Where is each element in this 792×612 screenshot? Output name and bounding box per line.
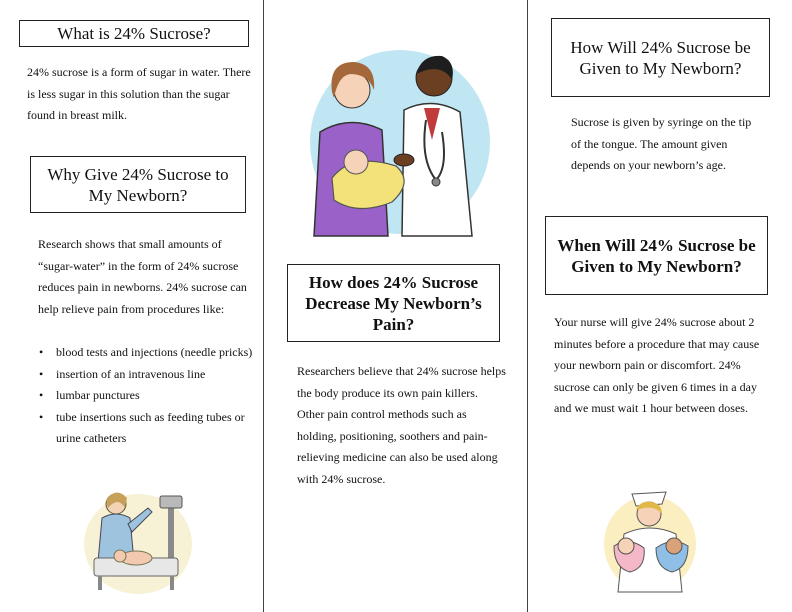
column-divider-right (527, 0, 528, 612)
research-text: Research shows that small amounts of “sugar-water” in the form of 24% sucrose reduces pain in newborns. 24% sucrose can help relieve pain from procedures like: (38, 237, 247, 316)
column-divider-left (263, 0, 264, 612)
when-will-sucrose-text: Your nurse will give 24% sucrose about 2 minutes before a procedure that may cause your newborn pain or discomfort. 24% sucrose can only be given 6 times in a day and we must wait 1 hour between doses. (554, 315, 760, 415)
doctor-hand (394, 154, 414, 166)
nurse-twins-clipart (600, 484, 700, 596)
doctor-coat (402, 103, 472, 236)
what-is-sucrose-heading: What is 24% Sucrose? (19, 20, 249, 47)
baby-head (344, 150, 368, 174)
how-will-sucrose-heading: How Will 24% Sucrose be Given to My Newborn? (551, 18, 770, 97)
procedure-list (38, 342, 253, 450)
how-does-sucrose-text: Researchers believe that 24% sucrose helps the body produce its own pain killers. Other pain control methods such as holding, positioning, soothers and pain-relieving medicine can also be used along with 24% sucrose. (297, 364, 506, 486)
stethoscope-bell (432, 178, 440, 186)
nurse-warmer-clipart (76, 478, 194, 596)
procedure-item: • insertion of an intravenous line (38, 364, 253, 386)
when-will-sucrose-heading: When Will 24% Sucrose be Given to My Newborn? (545, 216, 768, 295)
mother-doctor-clipart (304, 40, 494, 240)
how-does-sucrose-heading: How does 24% Sucrose Decrease My Newborn’s Pain? (287, 264, 500, 342)
baby-left-head (618, 538, 634, 554)
why-give-sucrose-heading: Why Give 24% Sucrose to My Newborn? (30, 156, 246, 213)
procedure-item: • lumbar punctures (38, 385, 253, 407)
warmer-heater (160, 496, 182, 508)
bassinet-leg-left (98, 576, 102, 590)
baby-right-head (666, 538, 682, 554)
procedure-item: • blood tests and injections (needle pricks) (38, 342, 253, 364)
baby-blanket (332, 161, 404, 208)
how-will-sucrose-text: Sucrose is given by syringe on the tip of the tongue. The amount given depends on your newborn’s age. (571, 115, 752, 172)
what-is-sucrose-text: 24% sucrose is a form of sugar in water. There is less sugar in this solution than the sugar found in breast milk. (27, 65, 251, 122)
bassinet-leg-right (170, 576, 174, 590)
infant-head (114, 550, 126, 562)
procedure-item: • tube insertions such as feeding tubes or urine catheters (38, 407, 253, 450)
